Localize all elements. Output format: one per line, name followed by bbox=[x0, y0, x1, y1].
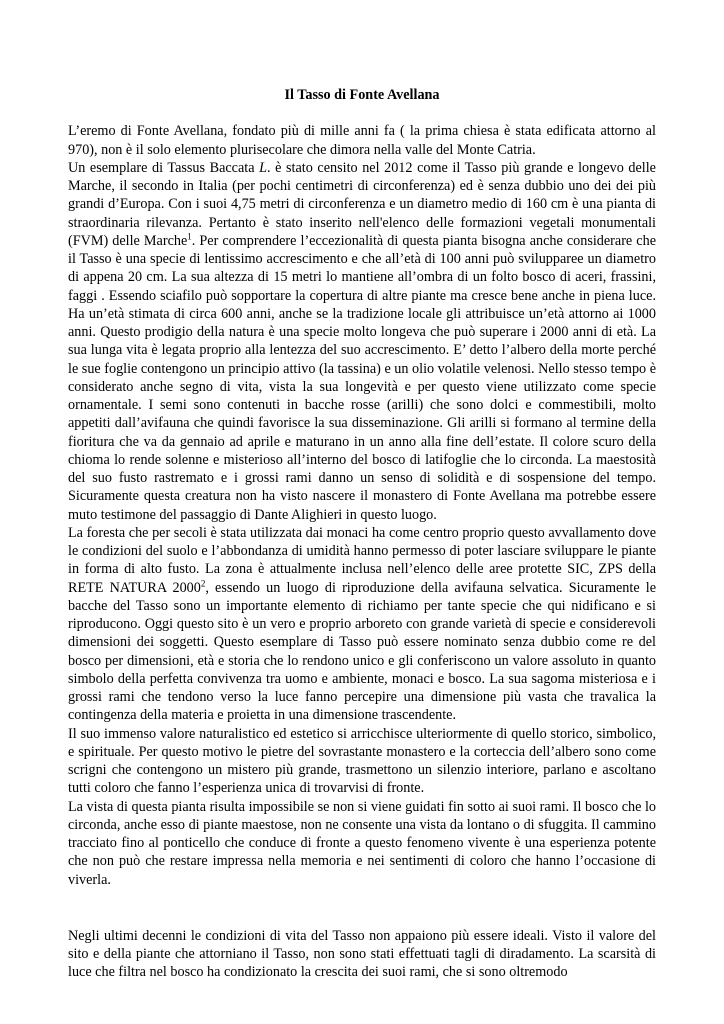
footnote-ref-2: 2 bbox=[200, 577, 206, 588]
footnote-ref-1: 1 bbox=[187, 231, 192, 242]
paragraph-spacer bbox=[68, 889, 656, 927]
paragraph-text: La foresta che per secoli è stata utilizzata dai monaci ha come centro proprio questo avvallamento dove le condizioni del suolo e l’abbondanza di umidità hanno permesso di poter lasciare sviluppare le piante in forma di alto fusto. La zona è attualmente inclusa nell’elenco delle aree protette SIC, ZPS della RETE NATURA 2000 bbox=[68, 524, 656, 596]
document-page bbox=[68, 86, 656, 982]
document-title: Il Tasso di Fonte Avellana bbox=[284, 87, 440, 103]
paragraph-view: La vista di questa pianta risulta impossibile se non si viene guidati fin sotto ai suoi rami. Il bosco che lo circonda, anche esso di piante maestose, non ne consente una vista da lontano o di sfuggita. Il cammino tracciato fino al ponticello che conduce di fronte a questo fenomeno vivente è una esperienza potente che non può che restare impressa nella memoria e nei sentimenti di coloro che hanno l’occasione di viverla. bbox=[68, 798, 656, 888]
paragraph-intro: L’eremo di Fonte Avellana, fondato più di mille anni fa ( la prima chiesa è stata edificata attorno al 970), non è il solo elemento plurisecolare che dimora nella valle del Monte Catria. bbox=[68, 123, 656, 158]
paragraph-text: . Per comprendere l’eccezionalità di questa pianta bisogna anche considerare che il Tasso è una specie di lentissimo accrescimento e che all’età di 100 anni può svilupparee un diametro di appena 20 cm. La sua altezza di 15 metri lo mantiene all’ombra di un folto bosco di aceri, frassini, faggi . Essendo sciafilo può sopportare la copertura di altre piante ma cresce bene anche in piena luce. Ha un’età stimata di circa 600 anni, anche se la tradizione locale gli attribuisce un’età attorno ai 1000 anni. Questo prodigio della natura è una specie molto longeva che può superare i 2000 anni di età. La sua lunga vita è legata proprio alla lentezza del suo accrescimento. E’ detto l’albero della morte perché le sue foglie contengono un principio attivo (la tassina) e un olio volatile velenosi. Nello stesso tempo è considerato anche segno di vita, vista la sua longevità e per questo viene utilizzato come specie ornamentale. I semi sono contenuti in bacche rosse (arilli) che sono dolci e commestibili, molto appetiti dall’avifauna che quindi favorisce la sua disseminazione. Gli arilli si formano al termine della fioritura che va da gennaio ad aprile e maturano in un anno alla fine dell’estate. Il colore scuro della chioma lo rende solenne e misterioso all’interno del bosco di latifoglie che lo circonda. La maestosità del suo fusto rastremato e i grossi rami danno un senso di solidità e di sospensione del tempo. Sicuramente questa creatura non ha visto nascere il monastero di Fonte Avellana ma potrebbe essere muto testimone del passaggio di Dante Alighieri in questo luogo. bbox=[68, 232, 656, 523]
paragraph-tasso-description bbox=[68, 159, 656, 524]
paragraph-forest bbox=[68, 524, 656, 725]
paragraph-text: Un esemplare di Tassus Baccata bbox=[68, 159, 260, 176]
paragraph-text: , essendo un luogo di riproduzione della avifauna selvatica. Sicuramente le bacche del Tasso sono un importante elemento di richiamo per tante specie che qui nidificano e si riproducono. Oggi questo sito è un vero e proprio arboreto con grande varietà di specie e considerevoli dimensioni dei soggetti. Questo esemplare di Tasso può essere nominato senza dubbio come re del bosco per dimensioni, età e storia che lo rendono unico e gli conferiscono un valore assoluto in quanto simbolo della perfetta convivenza tra uomo e ambiente, monaci e bosco. La sua sagoma misteriosa e i grossi rami che tendono verso la luce fanno percepire una dimensione più vasta che travalica la contingenza della materia e proietta in una dimensione trascendente. bbox=[68, 579, 656, 724]
italic-text: L bbox=[259, 159, 267, 176]
paragraph-conditions: Negli ultimi decenni le condizioni di vita del Tasso non appaiono più essere ideali. Visto il valore del sito e della piante che attorniano il Tasso, non sono stati effettuati tagli di diradamento. La scarsità di luce che filtra nel bosco ha condizionato la crescita dei suoi rami, che si sono oltremodo bbox=[68, 927, 656, 981]
paragraph-value: Il suo immenso valore naturalistico ed estetico si arricchisce ulteriormente di quello storico, simbolico, e spirituale. Per questo motivo le pietre del sovrastante monastero e la corteccia dell’albero sono come scrigni che contengono un mistero più grande, trasmettono un silenzio interiore, parlano e ascoltano tutti coloro che fanno l’esperienza unica di trovarvisi di fronte. bbox=[68, 725, 656, 797]
paragraph-text: . è stato censito nel 2012 come il Tasso più grande e longevo delle Marche, il secondo in Italia (per pochi centimetri di circonferenza) ed è senza dubbio uno dei dei più grandi d’Europa. Con i suoi 4,75 metri di circonferenza e un diametro medio di 160 cm è una pianta di straordinaria rilevanza. Pertanto è stato inserito nell'elenco delle formazioni vegetali monumentali (FVM) delle Marche bbox=[68, 159, 656, 249]
